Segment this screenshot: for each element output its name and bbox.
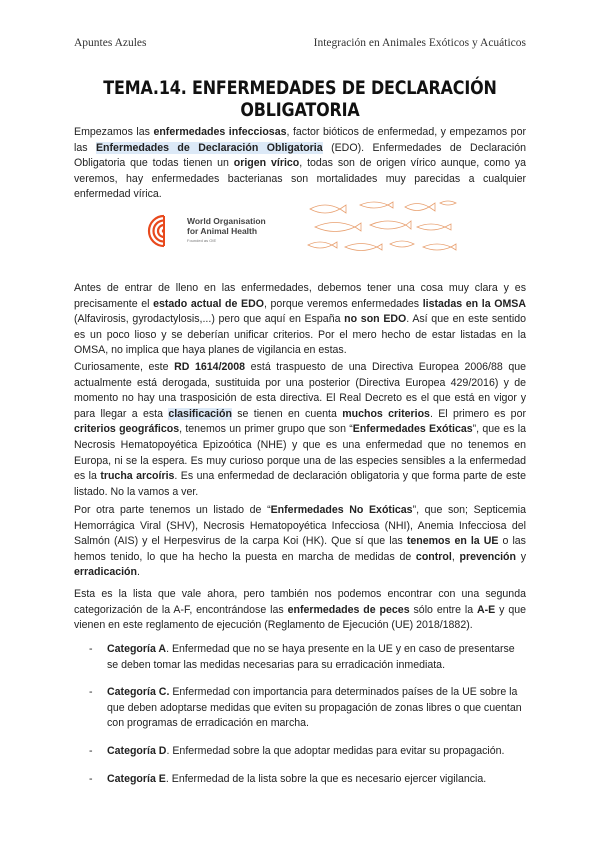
paragraph-non-exotic: Por otra parte tenemos un listado de “Enfermedades No Exóticas”, que son; Septicemia Hemorrágica Viral (SHV), Necrosis Hematopoyética Infecciosa (NHI), Anemia Infecciosa del Salmón (AIS) y el Herpesvirus de la carpa Koi (HK). Que sí que las tenemos en la UE o las hemos tenido, lo que ha hecho la puesta en marcha de medidas de control, prevención y erradicación. (74, 504, 527, 579)
header-right: Integración en Animales Exóticos y Acuáticos (313, 37, 526, 49)
fish-species-illustration (305, 197, 465, 257)
paragraph-categories-intro: Esta es la lista que vale ahora, pero también nos podemos encontrar con una segunda categorización de la A-F, encontrándose las enfermedades de peces sólo entre la A-E y que vienen en este reglamento de ejecución (Reglamento de Ejecución (UE) 2018/1882). (74, 588, 527, 632)
header-left: Apuntes Azules (74, 37, 147, 49)
category-list (74, 642, 526, 799)
logo-line-1: World Organisation (187, 216, 266, 226)
page-title: TEMA.14. ENFERMEDADES DE DECLARACIÓN OBLIGATORIA (103, 77, 497, 121)
logo-tagline: Founded as OIE (187, 238, 217, 243)
paragraph-rd: Curiosamente, este RD 1614/2008 está traspuesto de una Directiva Europea 2006/88 que actualmente está derogada, sustituida por una posterior (Directiva Europea 429/2016) y de momento no hay una trasposición de esta directiva. El Real Decreto es el que está en vigor y para llegar a esta clasificación se tienen en cuenta muchos criterios. El primero es por criterios geográficos, tenemos un primer grupo que son “Enfermedades Exóticas”, que es la Necrosis Hematopoyética Epizoótica (NHE) y que es una enfermedad que no tenemos en Europa, ni se la espera. Es muy curioso porque una de las especies sensibles a la enfermedad es la trucha arcoíris. Es una enfermedad de declaración obligatoria y que forma parte de este listado. No la vamos a ver. (74, 361, 527, 498)
list-item: - Categoría C. Enfermedad con importancia para determinados países de la UE sobre la que deben adoptarse medidas que eviten su propagación de zonas libres o que cuentan con programas de erradicación en marcha. (89, 686, 522, 730)
list-item: - Categoría D. Enfermedad sobre la que adoptar medidas para evitar su propagación. (89, 744, 505, 757)
list-item: - Categoría A. Enfermedad que no se haya presente en la UE y en caso de presentarse se deben tomar las medidas necesarias para su erradicación inmediata. (89, 643, 515, 671)
woah-emblem-icon (147, 214, 181, 248)
logo-line-2: for Animal Health (187, 226, 258, 236)
list-item: - Categoría E. Enfermedad de la lista sobre la que es necesario ejercer vigilancia. (89, 772, 487, 785)
paragraph-edo-status: Antes de entrar de lleno en las enfermedades, debemos tener una cosa muy clara y es precisamente el estado actual de EDO, porque veremos enfermedades listadas en la OMSA (Alfavirosis, gyrodactylosis,...) pero que aquí en España no son EDO. Así que en este sentido es un poco lioso y se deberían unificar criterios. Por el mero hecho de estar listadas en la OMSA, no implica que haya planes de vigilancia en estas. (74, 282, 527, 357)
paragraph-intro: Empezamos las enfermedades infecciosas, factor bióticos de enfermedad, y empezamos por las Enfermedades de Declaración Obligatoria (EDO). Enfermedades de Declaración Obligatoria que todas tienen un origen vírico, todas son de origen vírico aunque, como ya veremos, hay enfermedades bacterianas son mortalidades muy parecidas a cualquier enfermedad vírica. (74, 126, 527, 201)
woah-logo (147, 214, 266, 248)
